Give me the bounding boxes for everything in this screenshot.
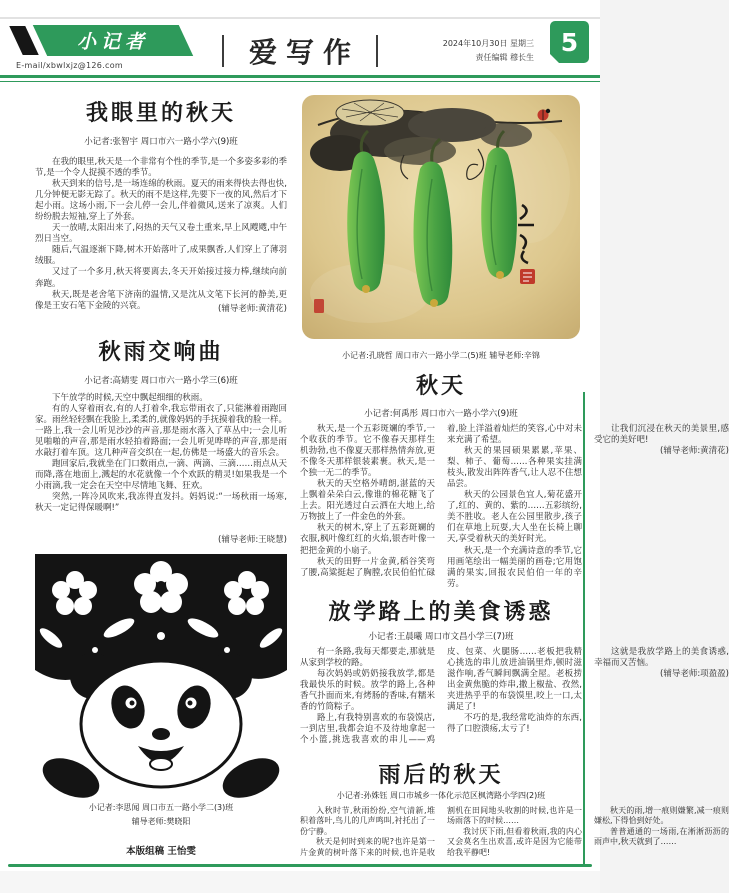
article1-credit: (辅导老师:黄清花) <box>218 304 287 314</box>
section-title-label: 爱写作 <box>248 36 360 69</box>
paragraph: 又过了一个多月,秋天将要离去,冬天开始接过接力棒,继续向前奔跑。 <box>35 267 287 289</box>
paragraph: 秋天是何时到来的呢?也许是第一片金黄的树叶落下来的时候,也许是收割机在田间地头收割的时候,也许是一场雨落下的时候…… <box>300 806 582 857</box>
article2-credit: (辅导老师:王晓慧) <box>218 535 287 545</box>
logo-box <box>33 25 193 56</box>
article5-title: 雨后的秋天 <box>378 763 504 788</box>
panda-drawing-image <box>35 554 287 796</box>
panda-caption <box>35 801 287 828</box>
paragraph: 路上,有我特别喜欢的布袋馍店,一到店里,我都会迫不及待地拿起一个小篮,挑选我喜欢的串儿——鸡皮、包菜、火腿肠……老板把我精心挑选的串儿放进油锅里炸,顿时滋滋作响,香气瞬间飘满全屋。老板捞出金黄焦脆的炸串,撒上椒盐、孜然,夹进热乎乎的布袋馍里,咬上一口,太满足了! <box>300 647 582 746</box>
paragraph: 秋天到来的信号,是一场连绵的秋雨。夏天的雨来得快去得也快,几分钟便无影无踪了。秋天的雨不是这样,先要下一夜的风,然后才下起小雨。这场小雨,下一会儿停一会儿,伴着微风,送来了凉爽。人们纷纷脱去短袖,穿上了外套。 <box>35 179 287 223</box>
paragraph: 随后,气温逐渐下降,树木开始落叶了,成果飘香,人们穿上了薄羽绒服。 <box>35 245 287 267</box>
paragraph: 每次妈妈或奶奶接我放学,都是我最快乐的时候。放学的路上,各种香气扑面而来,有烤肠的香味,有糯米香的竹筒粽子。 <box>300 669 435 713</box>
paragraph: 有的人穿着雨衣,有的人打着伞,我忘带雨衣了,只能淋着雨跑回家。雨丝轻轻飘在我脸上,柔柔的,就像妈妈的手抚摸着我的脸一样。一路上,我一会儿听见沙沙的声音,那是雨水落入了草丛中;一会儿听见啪啪的声音,那是雨水轻拍着路面;一会儿听见哗哗的声音,那是雨水敲打着车顶。这几种声音交织在一起,仿佛是一场盛大的音乐会。 <box>35 404 287 459</box>
panda-caption-teacher: 辅导老师:樊晓阳 <box>131 816 191 826</box>
article4-body <box>300 647 729 757</box>
editor-line: 责任编辑 穆长生 <box>475 53 534 63</box>
paragraph: 秋天,是一个五彩斑斓的季节,一个收获的季节。它不像春天那样生机勃勃,也不像夏天那样热情奔放,更不像冬天那样银装素裹。秋天,是一个独一无二的季节。 <box>300 424 435 479</box>
article3-title: 秋天 <box>415 374 466 399</box>
paragraph: 秋天的树木,穿上了五彩斑斓的衣服,枫叶像红红的火焰,银杏叶像一把把金黄的小扇子。 <box>300 523 435 556</box>
paragraph: 秋天的田野一片金黄,稻谷笑弯了腰,高粱挺起了胸膛,农民伯伯忙碌着,脸上洋溢着灿烂的笑容,心中对未来充满了希望。 <box>300 424 582 578</box>
page-top-edge <box>0 17 600 19</box>
header-rule-thin <box>0 81 600 82</box>
panda-caption-byline: 小记者:李思闻 周口市五一路小学二(3)班 <box>88 803 234 812</box>
paragraph: 跑回家后,我就坐在门口数雨点,一滴、两滴、三滴……雨点从天而降,落在地面上,溅起的水花就像一个个欢跃的精灵!如果我是一个小雨滴,我一定会在天空中尽情地飞舞、狂欢。 <box>35 459 287 492</box>
paragraph: 突然,一阵冷风吹来,我冻得直发抖。妈妈说:“一场秋雨一场寒,秋天一定记得保暖啊!” <box>35 492 287 514</box>
paragraph: 下午放学的时候,天空中飘起细细的秋雨。 <box>52 393 208 403</box>
article1-title: 我眼里的秋天 <box>85 101 236 126</box>
date-line: 2024年10月30日 星期三 <box>442 39 534 48</box>
date-editor-block <box>443 37 534 66</box>
paragraph: 秋天的天空格外晴朗,湛蓝的天上飘着朵朵白云,像谁的棉花糖飞了上去。阳光透过白云洒在大地上,给万物披上了一件金色的外套。 <box>300 479 435 523</box>
paragraph: 普普通通的一场雨,在淅淅沥沥的雨声中,秋天就到了…… <box>594 826 729 847</box>
article2-body <box>35 393 287 533</box>
paragraph: 这就是我放学路上的美食诱惑,幸福而又苦恼。 <box>594 647 729 669</box>
section-bar-left <box>222 35 224 67</box>
article4-byline: 小记者:王晨曦 周口市文昌小学三(7)班 <box>368 632 514 642</box>
header-rule-thick <box>0 75 600 78</box>
paragraph: 不巧的是,我经常吃油炸的东西,得了口腔溃疡,太亏了! <box>447 713 582 735</box>
paragraph: 秋天的雨,增一痕则嫌繁,减一痕则嫌松,下得恰到好处。 <box>594 806 729 826</box>
paragraph: 天一放晴,太阳出来了,闷热的天气又卷土重来,早上风飕飕,中午烈日当空。 <box>35 223 287 245</box>
paragraph: 秋天的公园景色宜人,菊花盛开了,红的、黄的、紫的……五彩缤纷,美不胜收。老人在公园里散步,孩子们在草地上玩耍,大人坐在长椅上聊天,享受着秋天的美好时光。 <box>447 490 582 545</box>
masthead-email: E-mail/xbwlxjz@126.com <box>16 61 124 70</box>
paragraph: 让我们沉浸在秋天的美景里,感受它的美好吧! <box>594 424 729 446</box>
page-bottom-margin <box>0 871 600 893</box>
article1-body <box>35 157 287 317</box>
article3-body <box>300 424 729 590</box>
paragraph: 在我的眼里,秋天是一个非常有个性的季节,是一个多姿多彩的季节,是一个令人捉摸不透的季节。 <box>35 157 287 179</box>
paragraph: 我讨厌下雨,但看着秋雨,我的内心又会莫名生出欢喜,或许是因为它能带给我平静吧! <box>447 826 582 857</box>
bottom-border-rule <box>8 864 592 867</box>
page-number-badge: 5 <box>550 21 589 63</box>
teacher-credit: (辅导老师:项盈盈) <box>660 669 729 680</box>
article5-byline: 小记者:孙姝钰 周口市城乡一体化示范区枫湾路小学四(2)班 <box>336 791 546 800</box>
section-bar-right <box>376 35 378 67</box>
article5-body <box>300 806 729 863</box>
painting-caption: 小记者:孔晓哲 周口市六一路小学二(5)班 辅导老师:辛锦 <box>342 351 540 360</box>
teacher-credit: (辅导老师:黄清花) <box>660 446 729 457</box>
loofah-painting-image <box>300 93 582 341</box>
paragraph: 入秋时节,秋雨纷纷,空气清新,堆积着落叶,鸟儿的几声鸣叫,衬托出了一份宁静。 <box>300 806 435 836</box>
section-title <box>180 31 420 71</box>
paragraph: 秋天,是一个充满诗意的季节,它用画笔绘出一幅美丽的画卷;它用饱满的果实,回报农民伯伯一年的辛劳。 <box>447 545 582 589</box>
article2-byline: 小记者:高婧雯 周口市六一路小学三(6)班 <box>84 376 238 386</box>
page-footer-credit: 本版组稿 王怡雯 <box>126 846 196 857</box>
article2-title: 秋雨交响曲 <box>98 340 224 365</box>
article4-title: 放学路上的美食诱惑 <box>328 600 554 625</box>
paragraph: 秋天,既是老舍笔下济南的温情,又是沈从文笔下长河的静美,更像是王安石笔下金陵的兴衰。 <box>35 289 287 311</box>
paragraph: 秋天的果园硕果累累,苹果、梨、柿子、葡萄……各种果实挂满枝头,散发出阵阵香气,让人忍不住想品尝。 <box>447 446 582 490</box>
article3-byline: 小记者:何禹彤 周口市六一路小学六(9)班 <box>364 409 518 419</box>
paragraph: 有一条路,我每天都要走,那就是从家到学校的路。 <box>300 647 435 669</box>
logo-title: 小记者 <box>76 31 149 53</box>
article1-byline: 小记者:张智宇 周口市六一路小学六(9)班 <box>84 137 238 147</box>
right-border-rule <box>583 392 585 864</box>
